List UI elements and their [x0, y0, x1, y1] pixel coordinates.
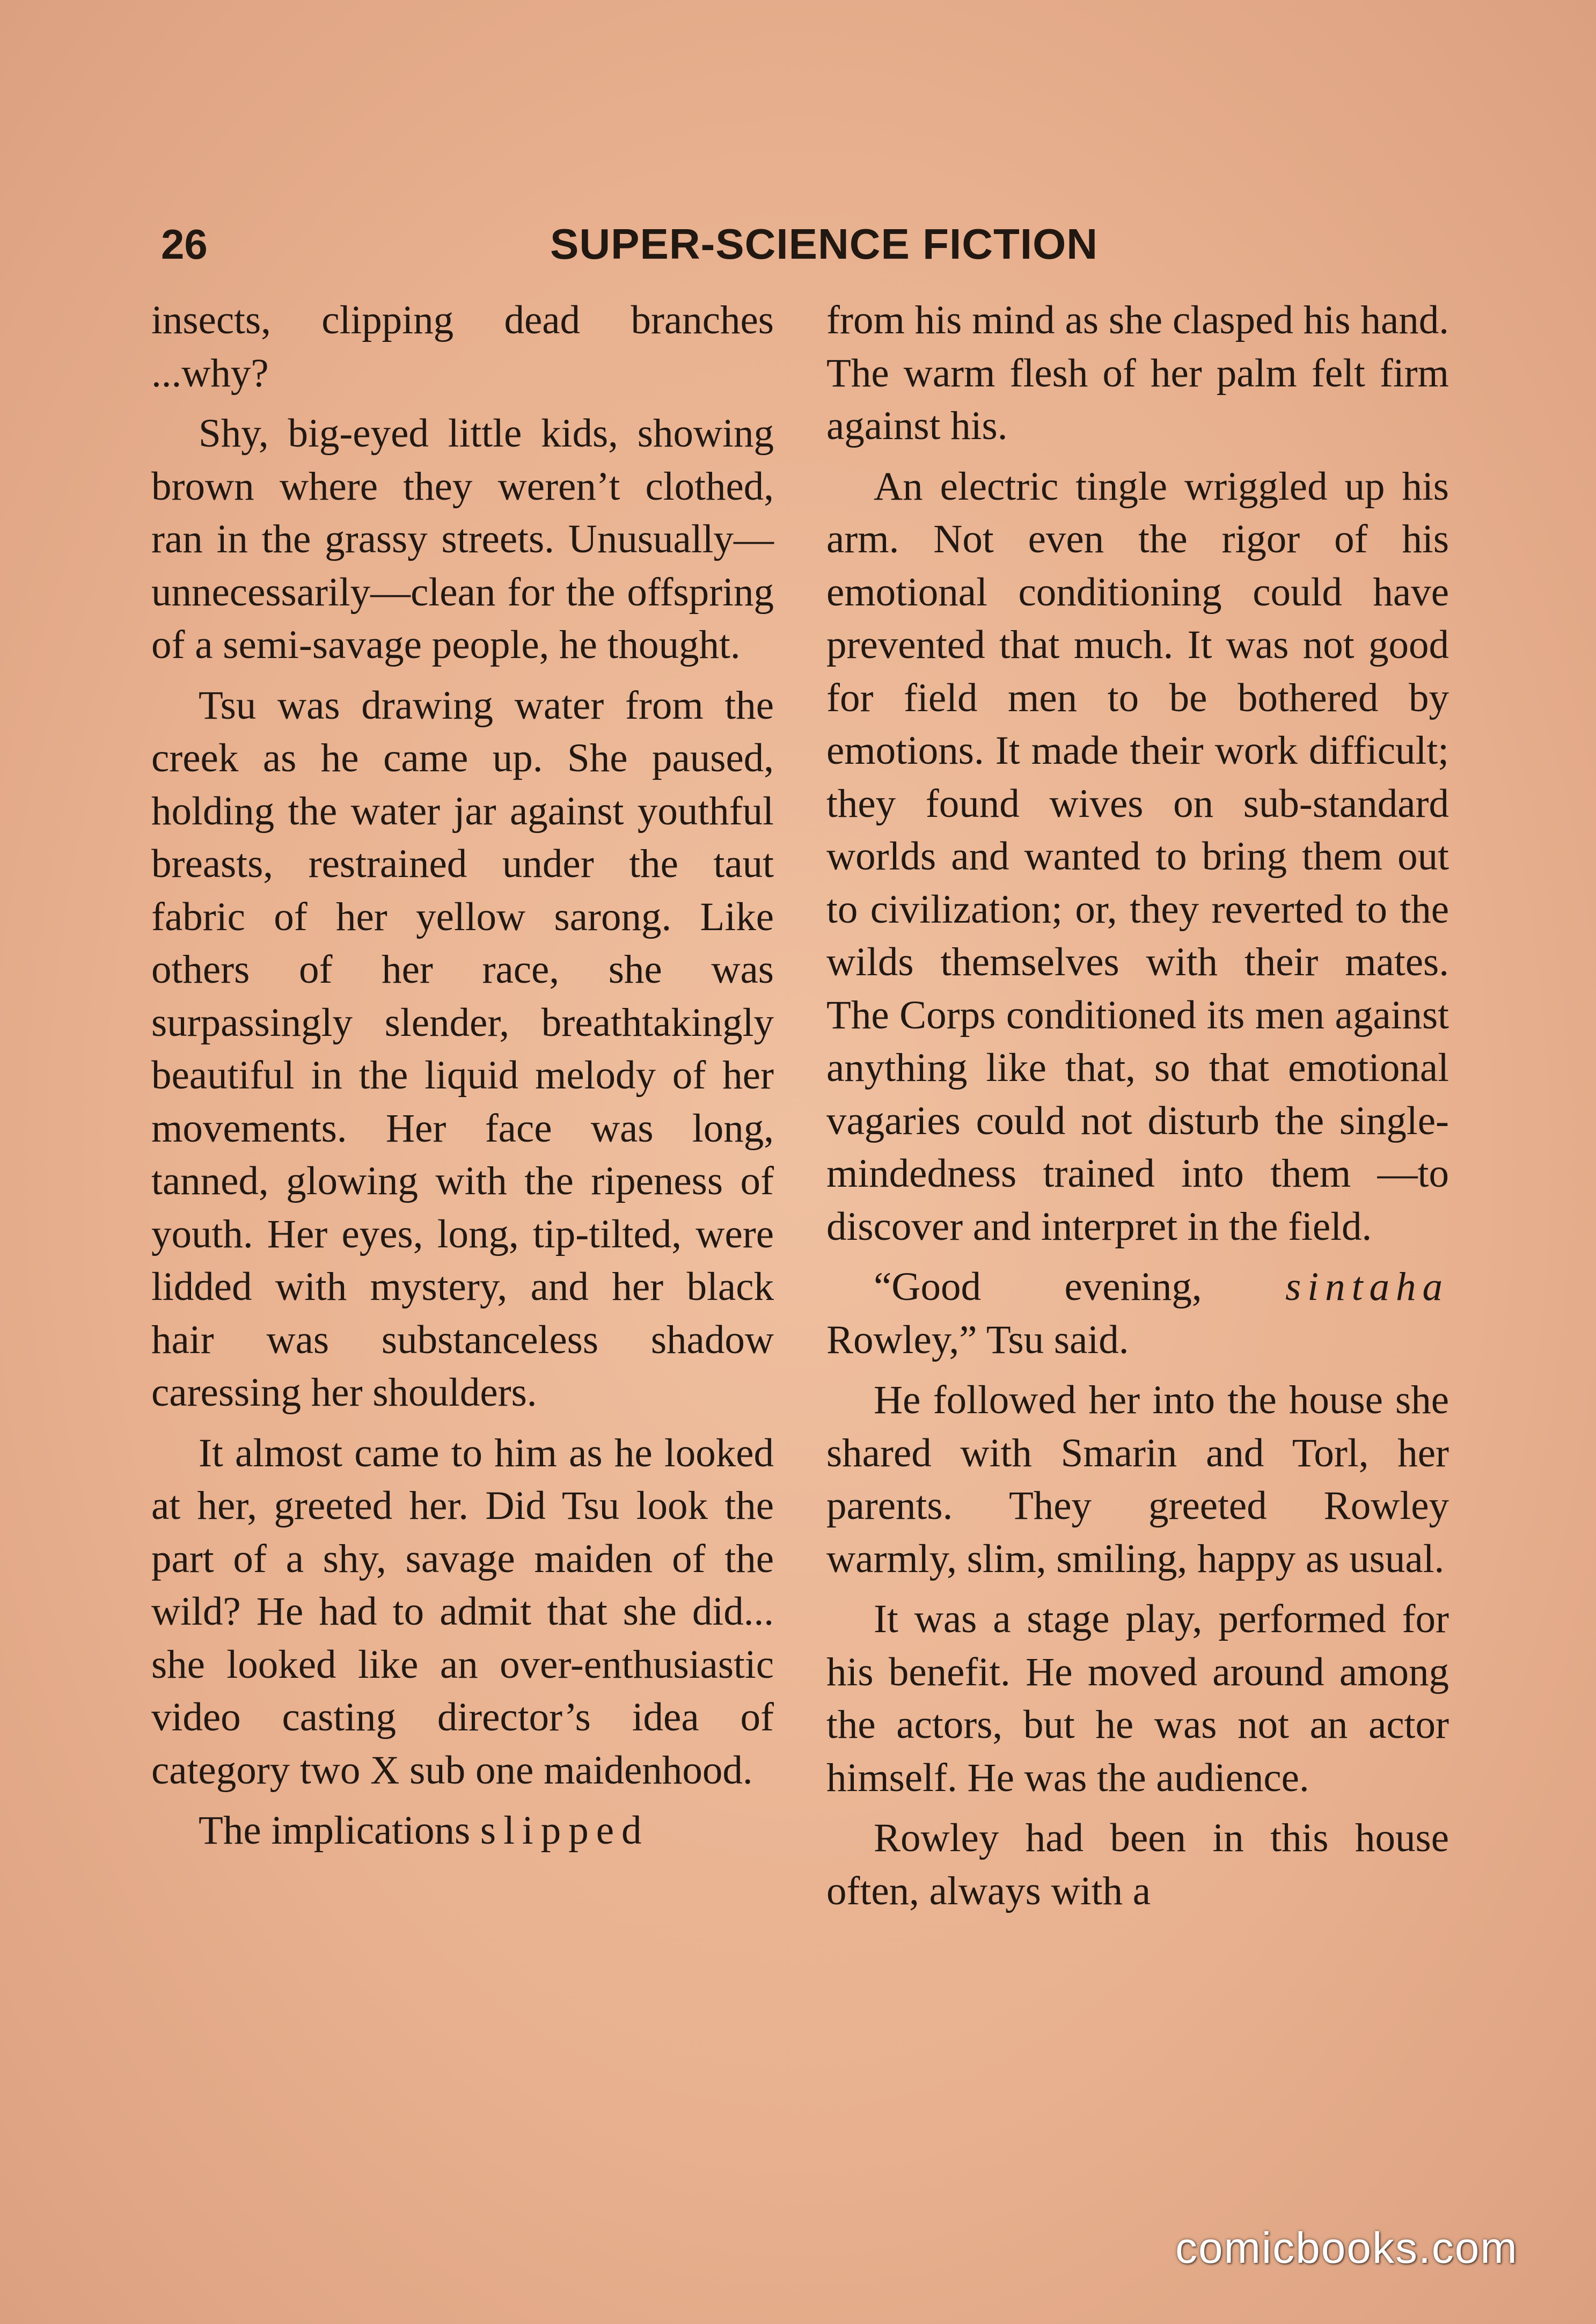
emphasized-word: sintaha	[1285, 1265, 1449, 1309]
right-column	[826, 294, 1449, 1918]
paragraph: It was a stage play, performed for his benefit. He moved around among the actors, but he was not an actor himself. He was the audience.	[826, 1597, 1449, 1800]
paragraph-text: The implications	[199, 1808, 471, 1853]
paragraph-text: Rowley,” Tsu said.	[826, 1317, 1129, 1362]
running-head: SUPER-SCIENCE FICTION	[550, 220, 1099, 268]
paragraph	[151, 1804, 774, 1858]
paragraph: Shy, big-eyed little kids, showing brown where they weren’t clothed, ran in the grassy streets. Unusually—unnecessarily—clean for the offspring of a semi-savage people, he thought.	[151, 411, 774, 667]
page-header	[156, 215, 1454, 274]
paragraph-text: “Good evening,	[874, 1265, 1202, 1309]
paragraph: from his mind as she clasped his hand. The warm flesh of her palm felt firm against his.	[826, 298, 1449, 448]
page-number: 26	[161, 221, 208, 268]
paragraph: An electric tingle wriggled up his arm. Not even the rigor of his emotional conditioning could have prevented that much. It was not good for field men to be bothered by emotions. It made their work difficult; they found wives on sub-standard worlds and wanted to bring them out to civilization; or, they reverted to the wilds themselves with their mates. The Corps conditioned its men against anything like that, so that emotional vagaries could not disturb the single-mindedness trained into them —to discover and interpret in the field.	[826, 464, 1449, 1249]
paragraph: Rowley had been in this house often, always with a	[826, 1816, 1449, 1913]
paragraph: He followed her into the house she shared with Smarin and Torl, her parents. They greeted Rowley warmly, slim, smiling, happy as usual.	[826, 1378, 1449, 1581]
watermark: comicbooks.com	[1175, 2224, 1518, 2272]
paragraph: insects, clipping dead branches ...why?	[151, 298, 774, 396]
paragraph	[826, 1261, 1449, 1366]
paragraph: Tsu was drawing water from the creek as he came up. She paused, holding the water jar against youthful breasts, restrained under the taut fabric of her yellow sarong. Like others of her race, she was surpassingly slender, breathtakingly beautiful in the liquid melody of her movements. Her face was long, tanned, glowing with the ripeness of youth. Her eyes, long, tip-tilted, were lidded with mystery, and her black hair was substanceless shadow caressing her shoulders.	[151, 683, 774, 1415]
left-column	[151, 294, 774, 1858]
spaced-word: slipped	[480, 1808, 649, 1853]
paragraph: It almost came to him as he looked at her, greeted her. Did Tsu look the part of a shy, savage maiden of the wild? He had to admit that she did... she looked like an over-enthusiastic video casting director’s idea of category two X sub one maidenhood.	[151, 1430, 774, 1793]
